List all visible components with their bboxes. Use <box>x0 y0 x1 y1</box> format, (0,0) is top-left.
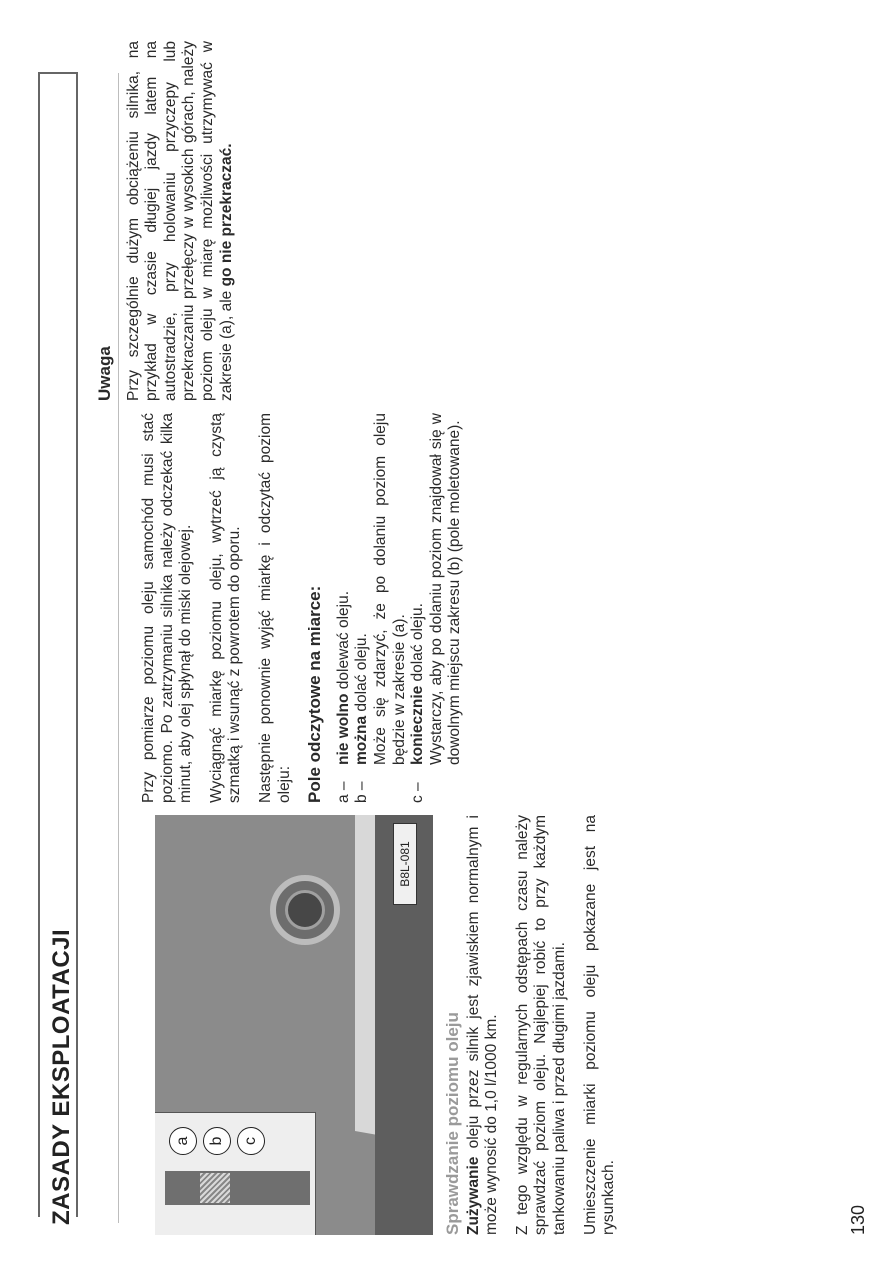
marker-b: b <box>203 1127 231 1155</box>
dipstick-icon <box>165 1171 310 1205</box>
bold-term: koniecznie <box>409 685 427 765</box>
paragraph: Następnie ponownie wyjąć miarkę i odczytać poziom oleju: <box>256 413 293 803</box>
paragraph-text: oleju przez silnik jest zjawiskiem normalnym i może wynosić do 1,0 l/1000 km. <box>464 815 501 1235</box>
paragraph: Przy pomiarze poziomu oleju samochód musi stać poziomo. Po zatrzymaniu silnika należy odczekać kilka minut, aby olej spłynął do miski olejowej. <box>140 413 195 803</box>
paragraph: Z tego względu w regularnych odstępach czasu należy sprawdzać poziom oleju. Najlepiej robić to przy każdym tankowaniu paliwa i przed długimi jazdami. <box>513 815 568 1235</box>
list-item <box>409 413 465 803</box>
figure-code: B8L-081 <box>393 823 417 905</box>
page-number: 130 <box>848 1204 868 1235</box>
page-title: ZASADY EKSPLOATACJI <box>48 928 75 1225</box>
list-key: b – <box>353 781 371 803</box>
section-heading: Sprawdzanie poziomu oleju <box>443 1012 462 1235</box>
list-text: dolać oleju. <box>409 603 427 686</box>
list-key: c – <box>409 782 427 803</box>
reading-list <box>335 413 465 803</box>
paragraph <box>465 815 502 1235</box>
list-text: dolewać oleju. <box>334 590 352 694</box>
column-3 <box>90 41 248 401</box>
note-heading: Uwaga <box>95 346 114 401</box>
list-note: Wystarczy, aby po dolaniu poziom znajdował się w dowolnym miejscu zakresu (b) (pole moletowane). <box>427 413 464 765</box>
list-note: Może się zdarzyć, że po dolaniu poziom oleju będzie w zakresie (a). <box>371 413 408 765</box>
bold-term: go nie przekraczać. <box>217 143 235 287</box>
list-item <box>335 413 354 803</box>
paragraph: Wyciągnąć miarkę poziomu oleju, wytrzeć ją czystą szmatką i wsunąć z powrotem do oporu. <box>207 413 244 803</box>
column-1 <box>444 815 631 1235</box>
list-item <box>353 413 409 803</box>
marker-a: a <box>169 1127 197 1155</box>
bold-term: nie wolno <box>334 693 352 765</box>
note-text: Przy szczególnie dużym obciążeniu silnika, na przykład w czasie długiej jazdy latem na autostradzie, przy holowaniu przyczepy lub przekraczaniu przełęczy w wysokich górach, należy poziom oleju w miarę możliwości utrzymywać w zakresie (a), ale <box>124 41 235 401</box>
bold-term: można <box>353 715 371 765</box>
paragraph: Umieszczenie miarki poziomu oleju pokazane jest na rysunkach. <box>581 815 618 1235</box>
sub-heading: Pole odczytowe na miarce: <box>305 585 325 803</box>
bold-term: Zużywanie <box>464 1156 482 1235</box>
oil-cap-center <box>285 890 325 930</box>
dipstick-inset <box>155 1112 316 1235</box>
marker-c: c <box>237 1127 265 1155</box>
column-2 <box>140 413 477 803</box>
engine-figure <box>155 815 433 1235</box>
list-text: dolać oleju. <box>353 633 371 716</box>
note-paragraph <box>125 41 237 401</box>
list-key: a – <box>334 781 352 803</box>
knurled-field <box>200 1173 230 1203</box>
